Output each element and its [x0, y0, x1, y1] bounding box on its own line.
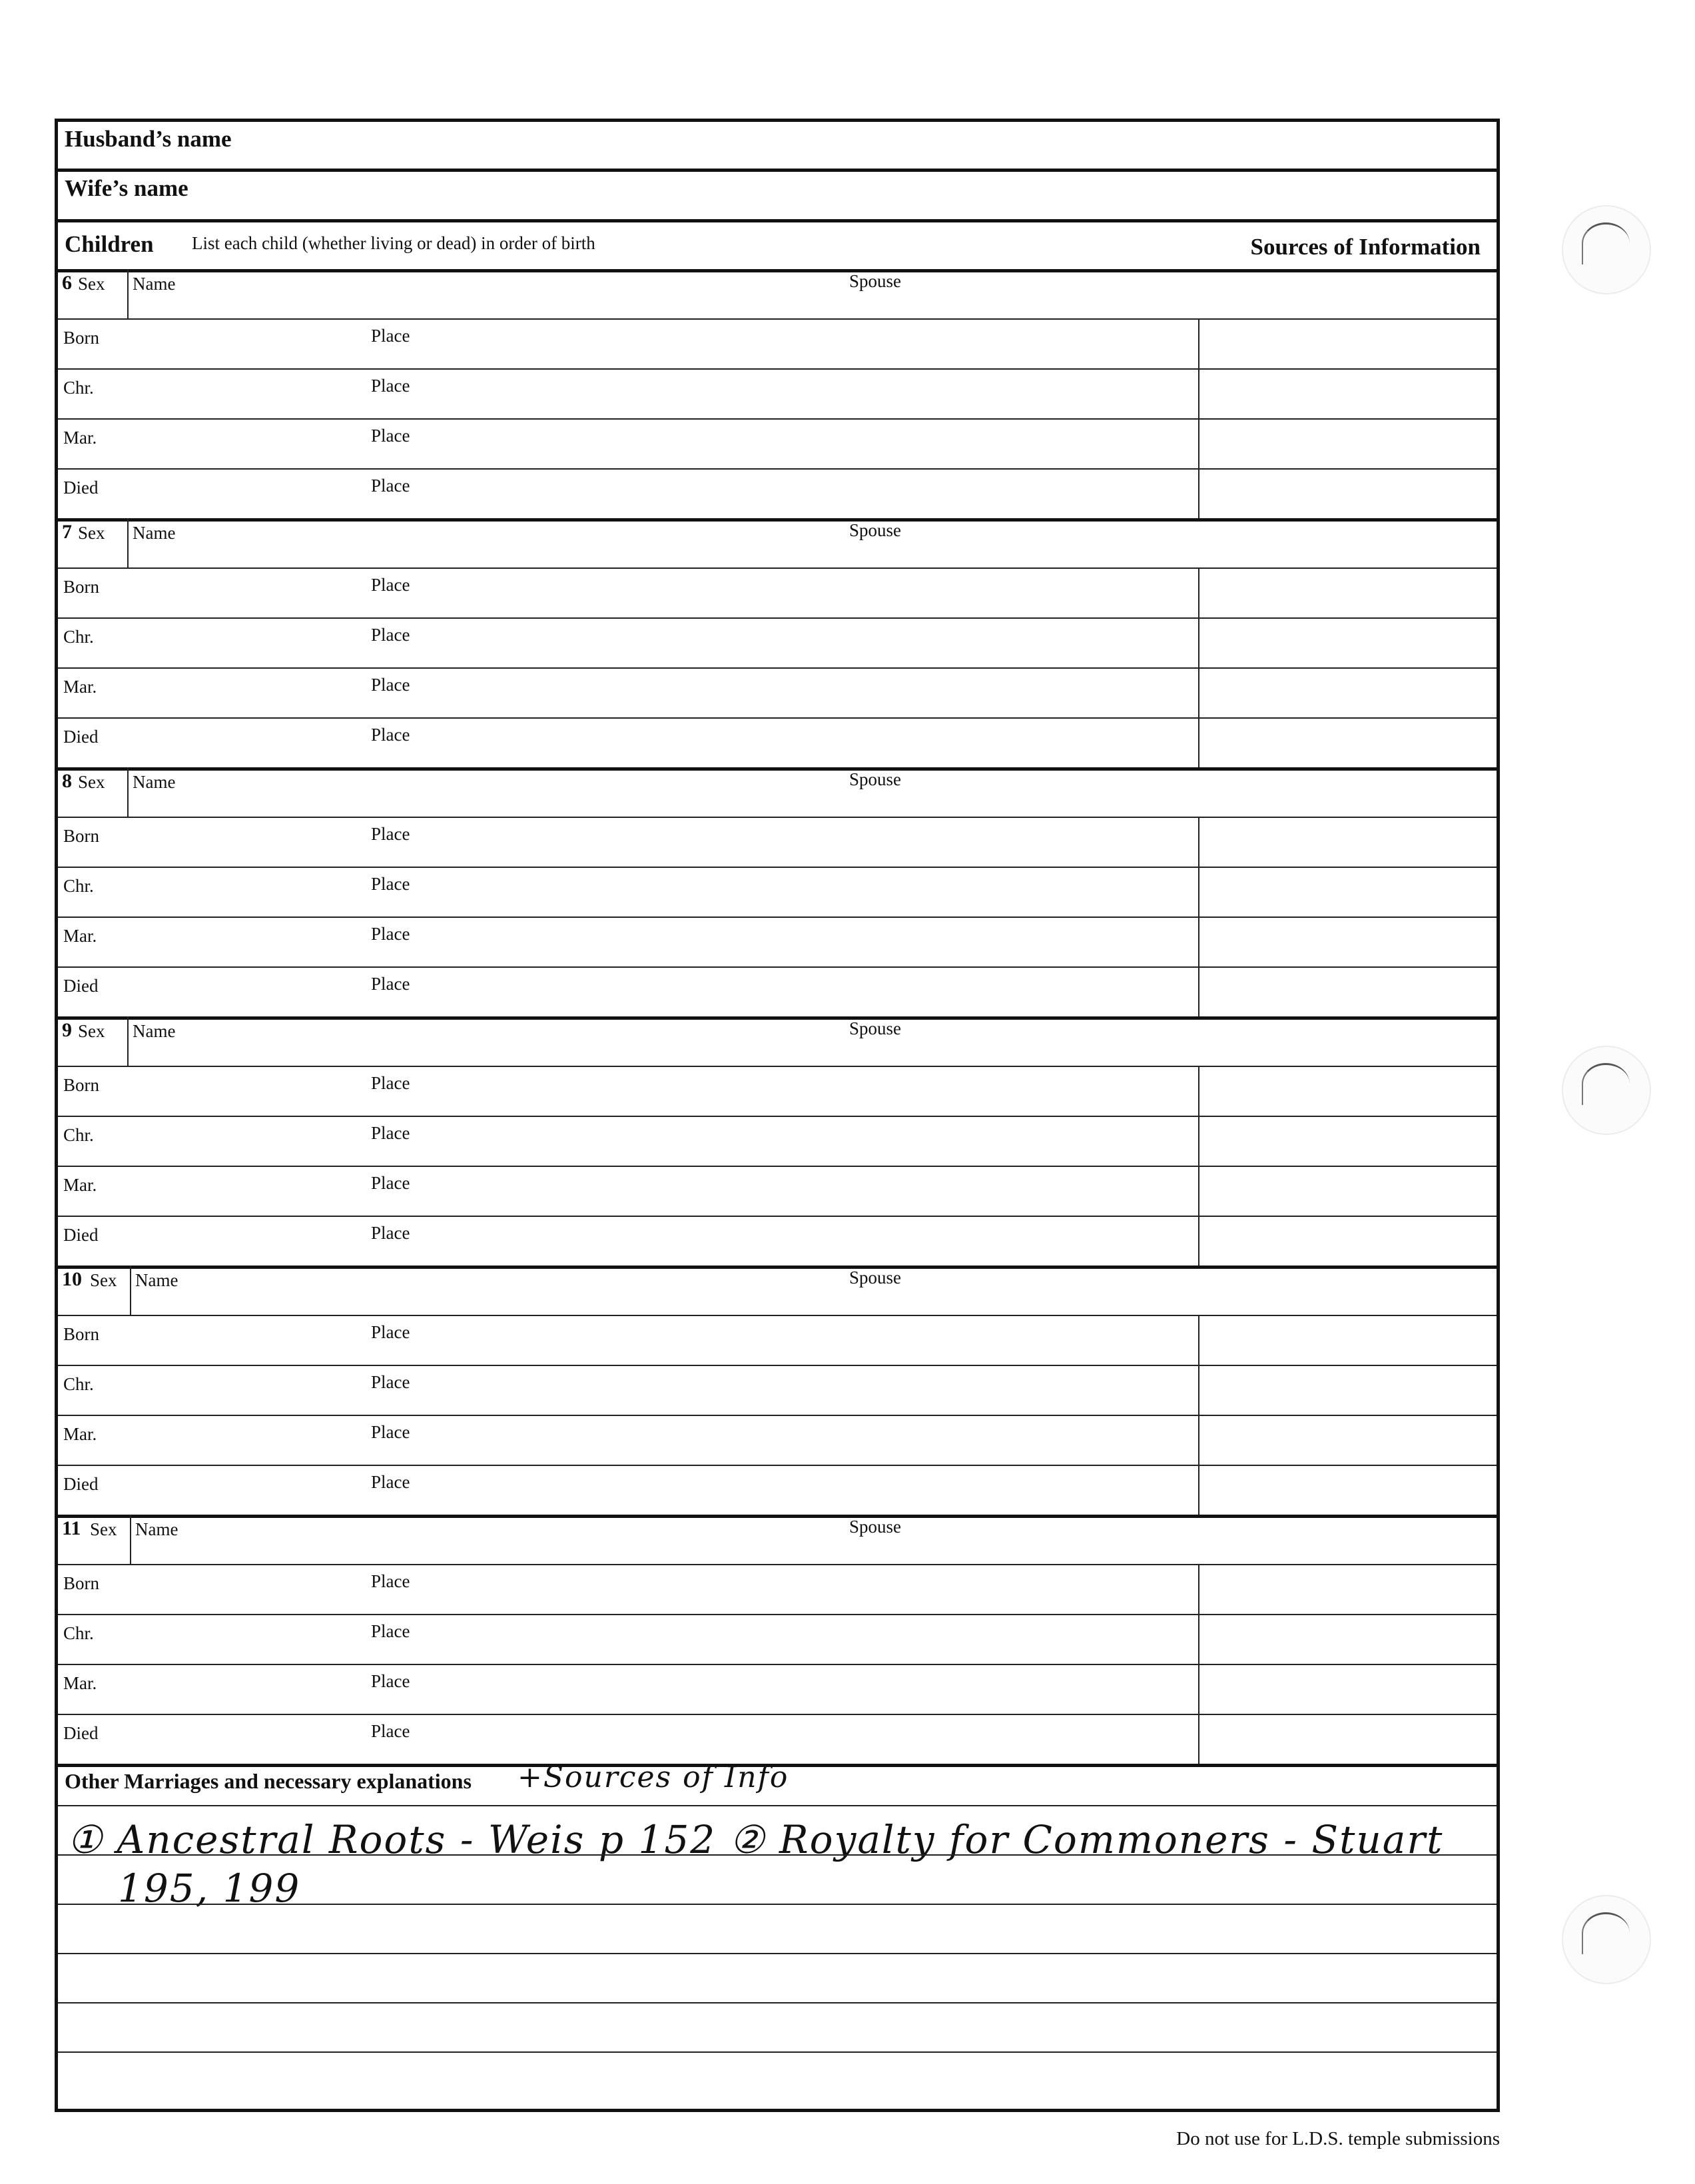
explanation-line: [58, 1904, 1497, 1905]
divider: [58, 468, 1497, 470]
event-label-died: Died: [63, 727, 99, 747]
sex-name-divider: [127, 1016, 129, 1066]
event-label-chr: Chr.: [63, 378, 94, 398]
spouse-label: Spouse: [849, 520, 902, 540]
event-label-born: Born: [63, 1075, 99, 1095]
sex-label: Sex: [78, 1021, 105, 1041]
child-number: 8: [62, 770, 72, 792]
event-label-mar: Mar.: [63, 1175, 97, 1195]
name-label: Name: [133, 523, 176, 543]
spouse-label: Spouse: [849, 1018, 902, 1038]
sex-name-divider: [130, 1266, 131, 1315]
divider: [58, 1515, 1497, 1518]
sex-name-divider: [127, 518, 129, 567]
place-label: Place: [371, 1621, 410, 1641]
place-label: Place: [371, 1223, 410, 1243]
divider: [58, 169, 1497, 172]
divider: [58, 867, 1497, 868]
sex-name-divider: [130, 1515, 131, 1564]
place-label: Place: [371, 1721, 410, 1741]
place-label: Place: [371, 974, 410, 994]
event-label-died: Died: [63, 1723, 99, 1743]
place-label: Place: [371, 1123, 410, 1143]
child-number: 7: [62, 521, 72, 543]
divider: [58, 1564, 1497, 1565]
children-instruction: List each child (whether living or dead) in order of birth: [192, 233, 595, 253]
binder-hole: [1562, 1895, 1651, 1984]
divider: [58, 1365, 1497, 1366]
place-label: Place: [371, 625, 410, 645]
place-label: Place: [371, 824, 410, 844]
child-number: 10: [62, 1268, 82, 1290]
family-group-record-form: [55, 119, 1500, 2112]
child-number: 11: [62, 1517, 81, 1539]
event-label-died: Died: [63, 478, 99, 498]
place-label: Place: [371, 675, 410, 695]
place-label: Place: [371, 376, 410, 396]
place-label: Place: [371, 326, 410, 346]
divider: [58, 518, 1497, 522]
explanation-line: [58, 2002, 1497, 2003]
place-label: Place: [371, 725, 410, 745]
sex-name-divider: [127, 767, 129, 817]
event-label-died: Died: [63, 976, 99, 996]
explanation-line: [58, 2051, 1497, 2053]
event-label-mar: Mar.: [63, 1673, 97, 1693]
divider: [58, 1066, 1497, 1067]
event-label-mar: Mar.: [63, 926, 97, 946]
husband-name-label: Husband’s name: [65, 126, 232, 152]
divider: [58, 1216, 1497, 1217]
place-label: Place: [371, 1422, 410, 1442]
event-label-born: Born: [63, 1324, 99, 1344]
event-label-born: Born: [63, 577, 99, 597]
name-label: Name: [135, 1270, 178, 1290]
child-number: 6: [62, 272, 72, 294]
event-label-mar: Mar.: [63, 428, 97, 448]
name-label: Name: [133, 772, 176, 792]
name-label: Name: [135, 1519, 178, 1539]
place-label: Place: [371, 1571, 410, 1591]
divider: [58, 1315, 1497, 1316]
divider: [58, 1415, 1497, 1416]
event-label-born: Born: [63, 1573, 99, 1593]
event-label-chr: Chr.: [63, 627, 94, 647]
explanation-line: [58, 1805, 1497, 1806]
divider: [58, 667, 1497, 669]
divider: [58, 1116, 1497, 1117]
place-label: Place: [371, 924, 410, 944]
sex-label: Sex: [90, 1270, 117, 1290]
event-label-chr: Chr.: [63, 876, 94, 896]
place-label: Place: [371, 874, 410, 894]
binder-hole: [1562, 1046, 1651, 1135]
event-label-chr: Chr.: [63, 1374, 94, 1394]
sources-of-information-label: Sources of Information: [1250, 234, 1481, 260]
divider: [58, 269, 1497, 272]
event-label-born: Born: [63, 826, 99, 846]
sex-label: Sex: [78, 772, 105, 792]
divider: [58, 1266, 1497, 1269]
event-label-mar: Mar.: [63, 677, 97, 697]
divider: [58, 966, 1497, 968]
event-label-died: Died: [63, 1225, 99, 1245]
sex-label: Sex: [78, 523, 105, 543]
divider: [58, 817, 1497, 818]
child-number: 9: [62, 1019, 72, 1041]
place-label: Place: [371, 1372, 410, 1392]
sex-label: Sex: [78, 274, 105, 294]
divider: [58, 1614, 1497, 1615]
spouse-label: Spouse: [849, 769, 902, 789]
divider: [58, 219, 1497, 222]
sex-label: Sex: [90, 1519, 117, 1539]
binder-hole: [1562, 205, 1651, 294]
place-label: Place: [371, 476, 410, 496]
divider: [58, 418, 1497, 420]
handwritten-page-numbers: 195, 199: [118, 1866, 301, 1911]
event-label-died: Died: [63, 1474, 99, 1494]
place-label: Place: [371, 575, 410, 595]
spouse-label: Spouse: [849, 1517, 902, 1537]
divider: [58, 1166, 1497, 1167]
sex-name-divider: [127, 269, 129, 318]
divider: [58, 1714, 1497, 1715]
divider: [58, 1664, 1497, 1665]
place-label: Place: [371, 1173, 410, 1193]
event-label-born: Born: [63, 328, 99, 348]
divider: [58, 717, 1497, 719]
divider: [58, 916, 1497, 918]
name-label: Name: [133, 274, 176, 294]
divider: [58, 767, 1497, 771]
event-label-chr: Chr.: [63, 1125, 94, 1145]
place-label: Place: [371, 1322, 410, 1342]
explanation-line: [58, 1953, 1497, 1954]
divider: [58, 567, 1497, 569]
divider: [58, 617, 1497, 619]
place-label: Place: [371, 1671, 410, 1691]
divider: [58, 1016, 1497, 1020]
divider: [58, 318, 1497, 320]
footer-note: Do not use for L.D.S. temple submissions: [1176, 2128, 1500, 2149]
event-label-mar: Mar.: [63, 1424, 97, 1444]
wife-name-label: Wife’s name: [65, 175, 188, 201]
event-label-chr: Chr.: [63, 1623, 94, 1643]
children-label: Children: [65, 231, 154, 257]
other-marriages-label: Other Marriages and necessary explanations: [65, 1769, 472, 1793]
spouse-label: Spouse: [849, 1268, 902, 1287]
name-label: Name: [133, 1021, 176, 1041]
handwritten-source-references: ① Ancestral Roots - Weis p 152 ② Royalty for Commoners - Stuart: [67, 1817, 1444, 1862]
explanation-line: [58, 1854, 1497, 1856]
place-label: Place: [371, 1472, 410, 1492]
divider: [58, 368, 1497, 370]
spouse-label: Spouse: [849, 271, 902, 291]
handwritten-sources-heading: +Sources of Info: [517, 1760, 789, 1794]
place-label: Place: [371, 426, 410, 446]
divider: [58, 1465, 1497, 1466]
place-label: Place: [371, 1073, 410, 1093]
